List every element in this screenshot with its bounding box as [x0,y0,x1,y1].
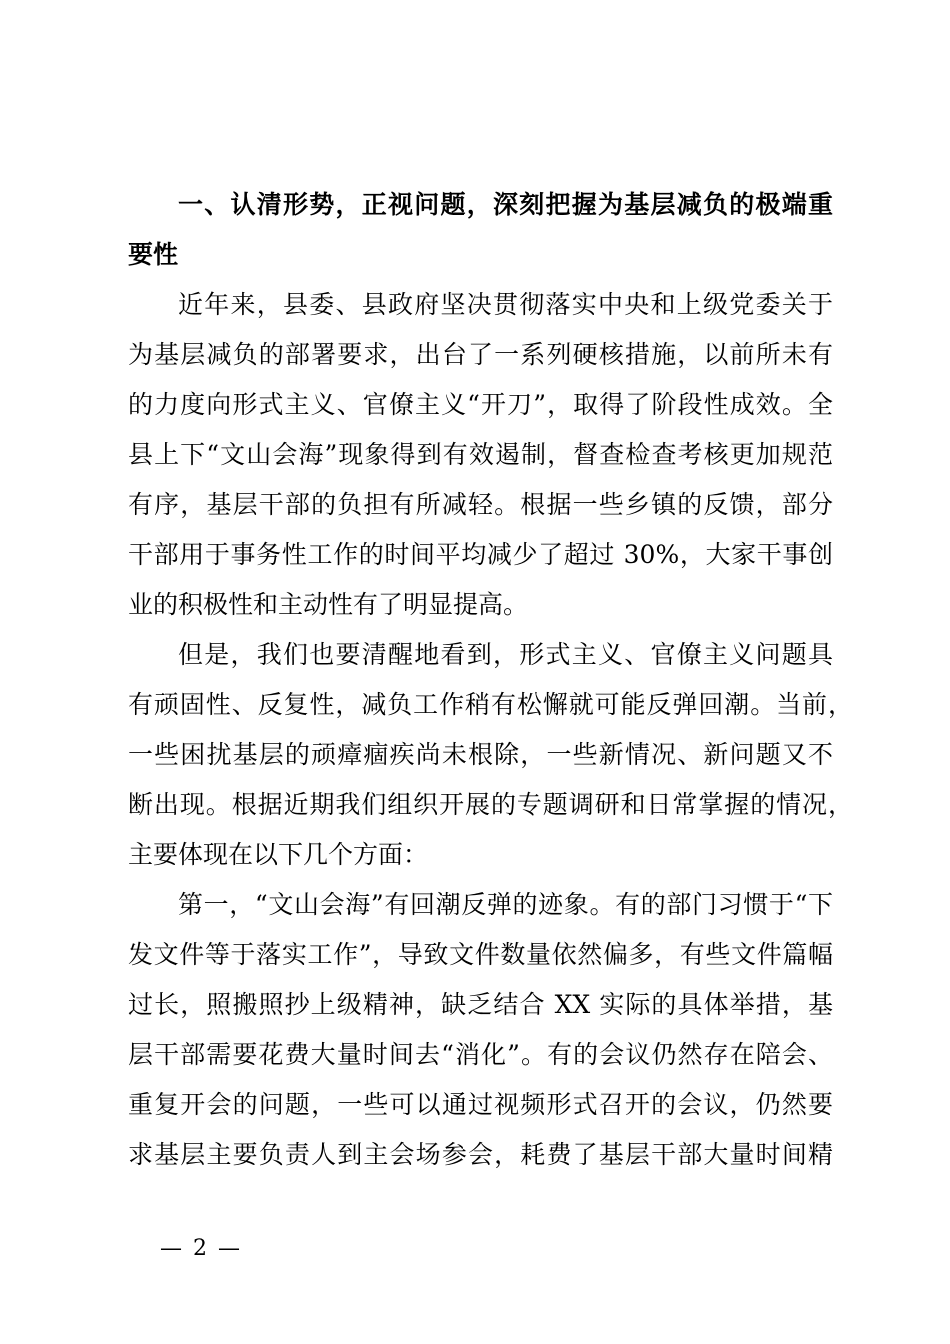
page-number: — 2 — [160,1236,242,1261]
section-heading-cont: 要性 [128,240,179,269]
paragraph-line: 第一，“文山会海”有回潮反弹的迹象。有的部门习惯于“下 [178,890,833,919]
paragraph-line: 为基层减负的部署要求，出台了一系列硬核措施，以前所未有 [128,340,833,369]
paragraph-line: 但是，我们也要清醒地看到，形式主义、官僚主义问题具 [178,640,833,669]
paragraph-line: 过长，照搬照抄上级精神，缺乏结合 XX 实际的具体举措，基 [128,990,833,1019]
paragraph-line: 层干部需要花费大量时间去“消化”。有的会议仍然存在陪会、 [128,1040,833,1069]
paragraph-line: 求基层主要负责人到主会场参会，耗费了基层干部大量时间精 [128,1140,833,1169]
paragraph-line: 有序，基层干部的负担有所减轻。根据一些乡镇的反馈，部分 [128,490,833,519]
section-heading: 一、认清形势，正视问题，深刻把握为基层减负的极端重 [178,190,833,219]
paragraph-line: 有顽固性、反复性，减负工作稍有松懈就可能反弹回潮。当前， [128,690,853,719]
paragraph-line: 业的积极性和主动性有了明显提高。 [128,590,529,619]
paragraph-line: 近年来，县委、县政府坚决贯彻落实中央和上级党委关于 [178,290,833,319]
paragraph-line: 断出现。根据近期我们组织开展的专题调研和日常掌握的情况， [128,790,853,819]
paragraph-line: 县上下“文山会海”现象得到有效遏制，督查检查考核更加规范 [128,440,833,469]
paragraph-line: 发文件等于落实工作”，导致文件数量依然偏多，有些文件篇幅 [128,940,833,969]
paragraph-line: 的力度向形式主义、官僚主义“开刀”，取得了阶段性成效。全 [128,390,833,419]
paragraph-line: 主要体现在以下几个方面： [128,840,429,869]
paragraph-line: 一些困扰基层的顽瘴痼疾尚未根除，一些新情况、新问题又不 [128,740,833,769]
paragraph-line: 重复开会的问题，一些可以通过视频形式召开的会议，仍然要 [128,1090,833,1119]
paragraph-line: 干部用于事务性工作的时间平均减少了超过 30%，大家干事创 [128,540,833,569]
